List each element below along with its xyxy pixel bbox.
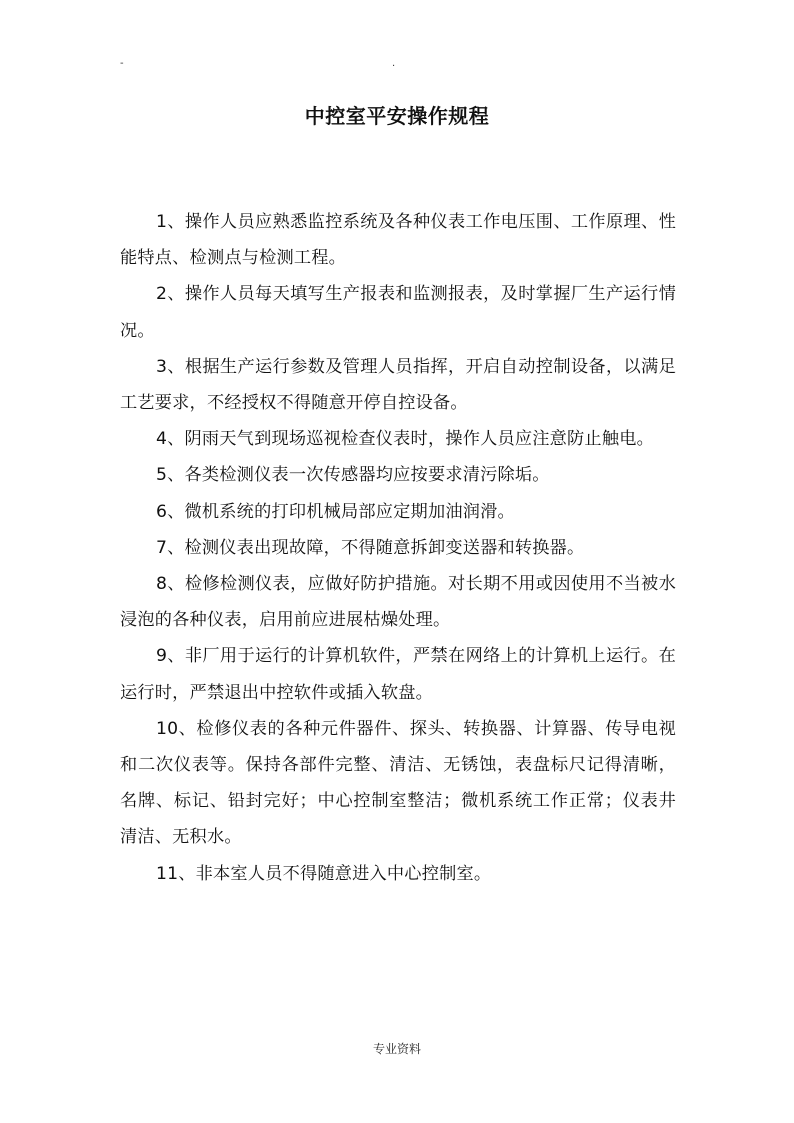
paragraph-1: 1、操作人员应熟悉监控系统及各种仪表工作电压围、工作原理、性能特点、检测点与检测工程。 [120,212,676,269]
paragraph-8: 8、检修检测仪表，应做好防护措施。对长期不用或因使用不当被水浸泡的各种仪表，启用前应进展枯燥处理。 [120,574,676,631]
paragraph-7: 7、检测仪表出现故障，不得随意拆卸变送器和转换器。 [156,537,585,558]
paragraph-2: 2、操作人员每天填写生产报表和监测报表，及时掌握厂生产运行情况。 [120,284,676,341]
header-center-mark: . [392,58,396,69]
paragraph-3: 3、根据生产运行参数及管理人员指挥，开启自动控制设备，以满足工艺要求，不经授权不得随意开停自控设备。 [120,356,676,414]
paragraph-10: 10、检修仪表的各种元件器件、探头、转换器、计算器、传导电视和二次仪表等。保持各部件完整、清洁、无锈蚀，表盘标尺记得清晰，名牌、标记、铅封完好；中心控制室整洁；微机系统工作正常；仪表井清洁、无积水。 [120,718,676,848]
paragraph-9: 9、非厂用于运行的计算机软件，严禁在网络上的计算机上运行。在运行时，严禁退出中控软件或插入软盘。 [120,646,676,703]
header-left-mark: - [120,58,124,69]
document-title: 中控室平安操作规程 [304,104,490,128]
page-footer: 专业资料 [372,1042,421,1056]
paragraph-4: 4、阴雨天气到现场巡视检查仪表时，操作人员应注意防止触电。 [156,429,654,450]
paragraph-6: 6、微机系统的打印机械局部应定期加油润滑。 [156,501,515,522]
paragraph-11: 11、非本室人员不得随意进入中心控制室。 [156,863,492,884]
paragraph-5: 5、各类检测仪表一次传感器均应按要求清污除垢。 [156,465,550,486]
document-body [120,204,676,892]
